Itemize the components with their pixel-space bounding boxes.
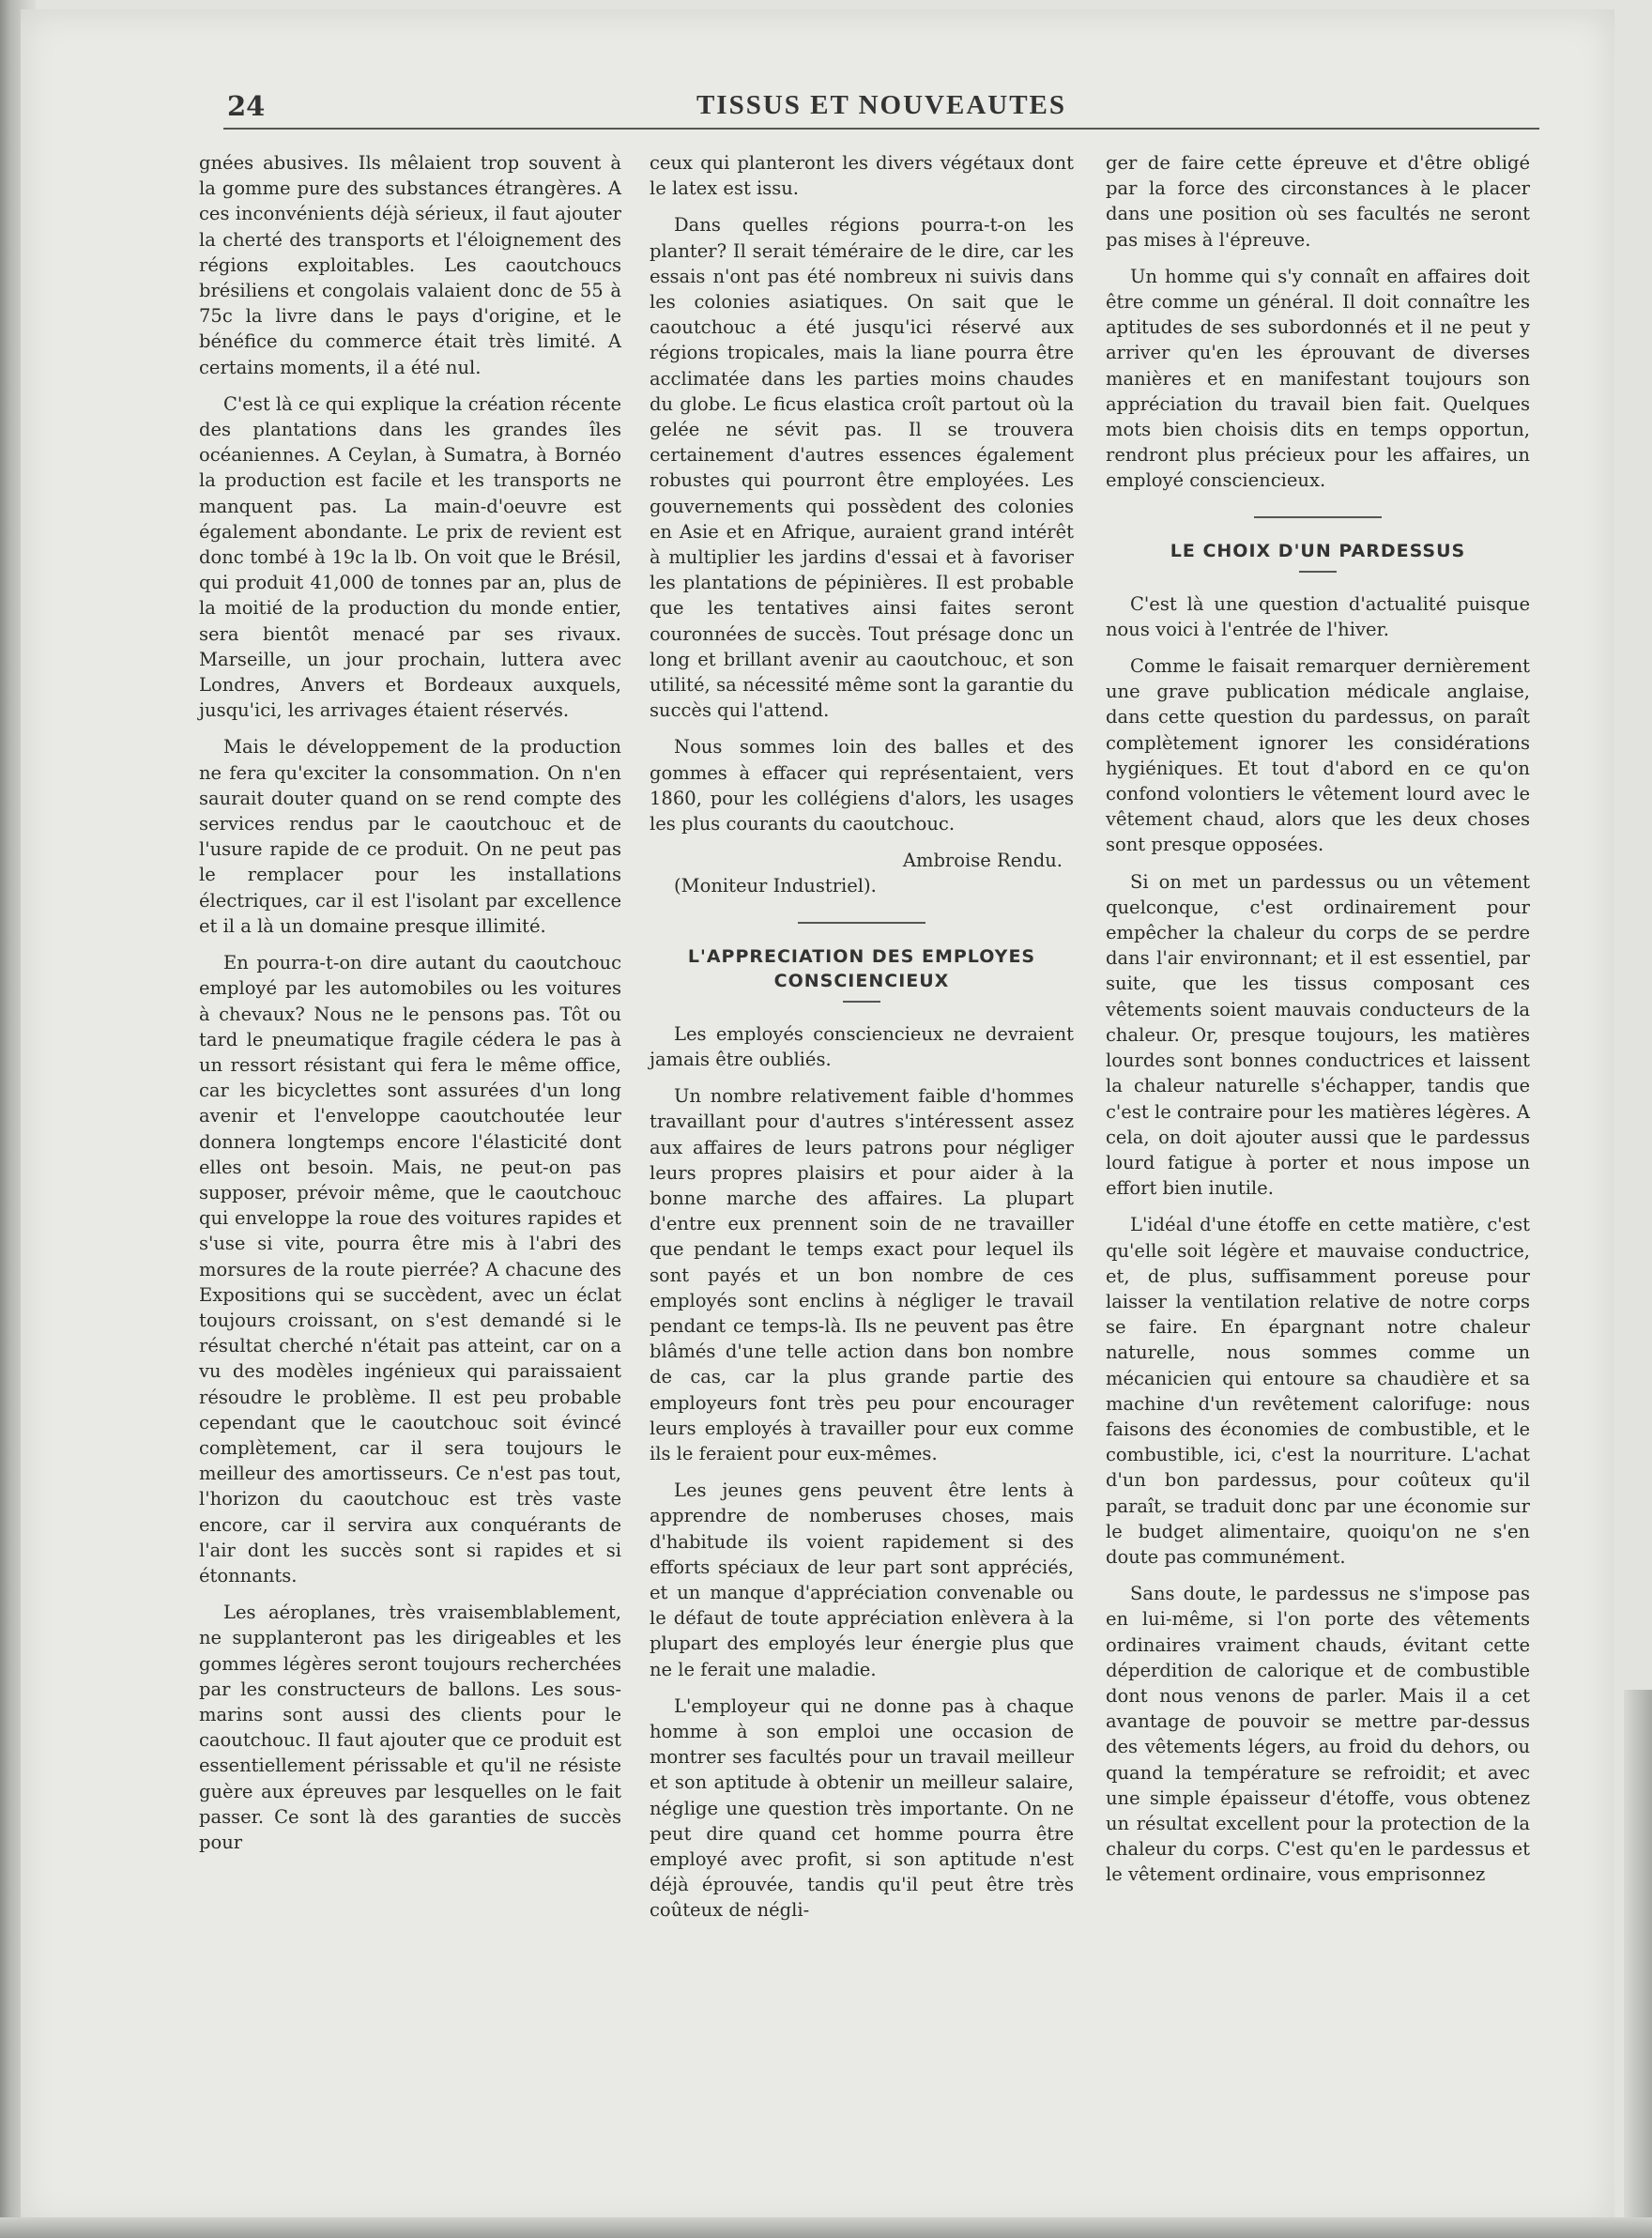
paragraph: Nous sommes loin des balles et des gommes à effacer qui représentaient, vers 1860, pour les collégiens d'alors, les usages les plus courants du caoutchouc. — [650, 736, 1074, 835]
article-source: (Moniteur Industriel). — [674, 875, 877, 897]
section-title-pardessus: LE CHOIX D'UN PARDESSUS — [1170, 540, 1466, 561]
paragraph: C'est là ce qui explique la création récente des plantations dans les grandes îles océaniennes. A Ceylan, à Sumatra, à Bornéo la production est facile et les transports ne manquent pas. La main-d'oeuvre est également abondante. Le prix de revient est donc tombé à 19c la lb. On voit que le Brésil, qui produit 41,000 de tonnes par an, plus de la moitié de la production du monde entier, sera bientôt menacé par ses rivaux. Marseille, un jour prochain, luttera avec Londres, Anvers et Bordeaux auxquels, jusqu'ici, les arrivages étaient réservés. — [199, 392, 621, 722]
paragraph: Mais le développement de la production ne fera qu'exciter la consommation. On n'en saurait douter quand on se rend compte des services rendus par le caoutchouc et de l'usure rapide de ce produit. On ne peut pas le remplacer pour les installations électriques, car il est l'isolant par excellence et il a là un domaine presque illimité. — [199, 736, 621, 937]
paragraph: Comme le faisait remarquer dernièrement une grave publication médicale anglaise, dans cette question du pardessus, on paraît complètement ignorer les considérations hygiéniques. Et tout d'abord en ce qu'on confond volontiers le vêtement lourd avec le vêtement chaud, alors que les deux choses sont presque opposées. — [1106, 655, 1530, 856]
paragraph: ger de faire cette épreuve et d'être obligé par la force des circonstances à le placer dans une position où ses facultés ne seront pas mises à l'épreuve. — [1106, 152, 1530, 251]
paragraph: Un homme qui s'y connaît en affaires doit être comme un général. Il doit connaître les aptitudes de ses subordonnés et il ne peut y arriver qu'en les éprouvant de diverses manières et en manifestant toujours son appréciation du travail bien fait. Quelques mots bien choisis dits en temps opportun, rendront plus précieux pour les affaires, un employé consciencieux. — [1106, 265, 1530, 492]
paragraph: Les aéroplanes, très vraisemblablement, ne supplanteront pas les dirigeables et les gommes légères seront toujours recherchées par les constructeurs de ballons. Les sous-marins sont aussi des clients pour le caoutchouc. Il faut ajouter que ce produit est essentiellement périssable et qu'il ne résiste guère aux épreuves par lesquelles on le fait passer. Ce sont là des garanties de succès pour — [199, 1602, 621, 1853]
paragraph: Dans quelles régions pourra-t-on les planter? Il serait téméraire de le dire, car les essais n'ont pas été nombreux ni suivis dans les colonies asiatiques. On sait que le caoutchouc a été jusqu'ici réservé aux régions tropicales, mais la liane pourra être acclimatée dans les parties moins chaudes du globe. Le ficus elastica croît partout où la gelée ne sévit pas. Il se trouvera certainement d'autres essences également robustes qui pourront être employées. Les gouvernements qui possèdent des colonies en Asie et en Afrique, auraient grand intérêt à multiplier les jardins d'essai et à favoriser les plantations de pépinières. Il est probable que les tentatives ainsi faites seront couronnées de succès. Tout présage donc un long et brillant avenir au caoutchouc, et son utilité, sa nécessité même sont la garantie du succès qui l'attend. — [650, 214, 1074, 722]
page-bottom-edge — [0, 2217, 1652, 2238]
column-1 — [199, 150, 621, 1866]
page-number: 24 — [227, 90, 266, 122]
paragraph: Les jeunes gens peuvent être lents à apprendre de nomberuses choses, mais d'habitude ils voient rapidement si des efforts spéciaux de leur part sont appréciés, et un manque d'appréciation convenable ou le défaut de toute appréciation enlèvera à la plupart des employés leur énergie plus que ne le ferait une maladie. — [650, 1479, 1074, 1680]
section-title-employes-line2: CONSCIENCIEUX — [773, 970, 950, 991]
column-3 — [1106, 150, 1530, 1899]
title-underline — [843, 1001, 880, 1003]
page-edge-shadow — [1624, 1690, 1652, 2238]
paragraph: L'idéal d'une étoffe en cette matière, c'est qu'elle soit légère et mauvaise conductrice, et, de plus, suffisamment poreuse pour laisser la ventilation relative de notre corps se faire. En épargnant notre chaleur naturelle, nous sommes comme un mécanicien qui entoure sa chaudière et sa machine d'un revêtement calorifuge: nous faisons des économies de combustible, et le combustible, ici, c'est la nourriture. L'achat d'un bon pardessus, pour coûteux qu'il paraît, se traduit donc par une économie sur le budget alimentaire, quoiqu'on ne s'en doute pas communément. — [1106, 1214, 1530, 1568]
paragraph: En pourra-t-on dire autant du caoutchouc employé par les automobiles ou les voitures à chevaux? Nous ne le pensons pas. Tôt ou tard le pneumatique fragile cédera le pas à un ressort résistant qui fera le même office, car les bicyclettes sont assurées d'un long avenir et l'enveloppe caoutchoutée leur donnera longtemps encore l'élasticité dont elles ont besoin. Mais, ne peut-on pas supposer, prévoir même, que le caoutchouc qui enveloppe la roue des voitures rapides et s'use si vite, pourra être mis à l'abri des morsures de la route pierrée? A chacune des Expositions qui se succèdent, avec un éclat toujours croissant, on s'est demandé si le résultat cherché n'était pas atteint, car on a vu des modèles ingénieux qui paraissaient résoudre le problème. Il est peu probable cependant que le caoutchouc soit évincé complètement, car il sera toujours le meilleur des amortisseurs. Ce n'est pas tout, l'horizon du caoutchouc est très vaste encore, car il servira aux conquérants de l'air dont les succès sont si rapides et si étonnants. — [199, 952, 621, 1587]
author-signature: Ambroise Rendu. — [902, 850, 1063, 872]
paragraph: ceux qui planteront les divers végétaux dont le latex est issu. — [650, 152, 1074, 200]
paragraph: gnées abusives. Ils mêlaient trop souvent à la gomme pure des substances étrangères. A ces inconvénients déjà sérieux, il faut ajouter la cherté des transports et l'éloignement des régions exploitables. Les caoutchoucs brésiliens et congolais valaient donc de 55 à 75c la livre dans le pays d'origine, et le bénéfice du commerce était très limité. A certains moments, il a été nul. — [199, 152, 621, 378]
paragraph: Les employés consciencieux ne devraient jamais être oubliés. — [650, 1022, 1074, 1070]
journal-title: TISSUS ET NOUVEAUTES — [696, 90, 1067, 120]
paragraph: C'est là une question d'actualité puisque nous voici à l'entrée de l'hiver. — [1106, 592, 1530, 640]
section-title-employes-line1: L'APPRECIATION DES EMPLOYES — [687, 945, 1036, 967]
paragraph: Si on met un pardessus ou un vêtement quelconque, c'est ordinairement pour empêcher la chaleur du corps de se perdre dans l'air environnant; et il est essentiel, par suite, que les tissus composant ces vêtements soient mauvais conducteurs de la chaleur. Or, presque toujours, les matières lourdes sont bonnes conductrices et laissent la chaleur naturelle s'échapper, tandis que c'est le contraire pour les matières légères. A cela, on doit ajouter aussi que le pardessus lourd fatigue à porter et nous impose un effort bien inutile. — [1106, 870, 1530, 1200]
title-underline — [1299, 571, 1337, 573]
page-header — [223, 90, 1539, 130]
paragraph: L'employeur qui ne donne pas à chaque homme à son emploi une occasion de montrer ses facultés pour un travail meilleur et son aptitude à obtenir un meilleur salaire, néglige une question très importante. On ne peut dire quand cet homme pourra être employé avec profit, si son aptitude n'est déjà éprouvée, tandis qu'il peut être très coûteux de négli- — [650, 1694, 1074, 1922]
paragraph: Sans doute, le pardessus ne s'impose pas en lui-même, si l'on porte des vêtements ordinaires vraiment chauds, évitant cette déperdition de calorique et de combustible dont nous venons de parler. Mais il a cet avantage de pouvoir se mettre par-dessus des vêtements légers, au froid du dehors, ou quand la température se refroidit; et avec une simple épaisseur d'étoffe, vous obtenez un résultat excellent pour la protection de la chaleur du corps. C'est qu'en le pardessus et le vêtement ordinaire, vous emprisonnez — [1106, 1583, 1530, 1886]
section-divider — [1254, 516, 1382, 518]
column-2 — [650, 150, 1074, 1935]
section-divider — [798, 922, 925, 924]
paragraph: Un nombre relativement faible d'hommes travaillant pour d'autres s'intéressent assez aux affaires de leurs patrons pour négliger leurs propres plaisirs et pour aider à la bonne marche des affaires. La plupart d'entre eux prennent soin de ne travailler que pendant le temps exact pour lequel ils sont payés et un bon nombre de ces employés sont enclins à négliger le travail pendant ce temps-là. Ils ne peuvent pas être blâmés d'une telle action dans bon nombre de cas, car la plus grande partie des employeurs font très peu pour encourager leurs employés à travailler pour eux comme ils le feraient pour eux-mêmes. — [650, 1085, 1074, 1464]
